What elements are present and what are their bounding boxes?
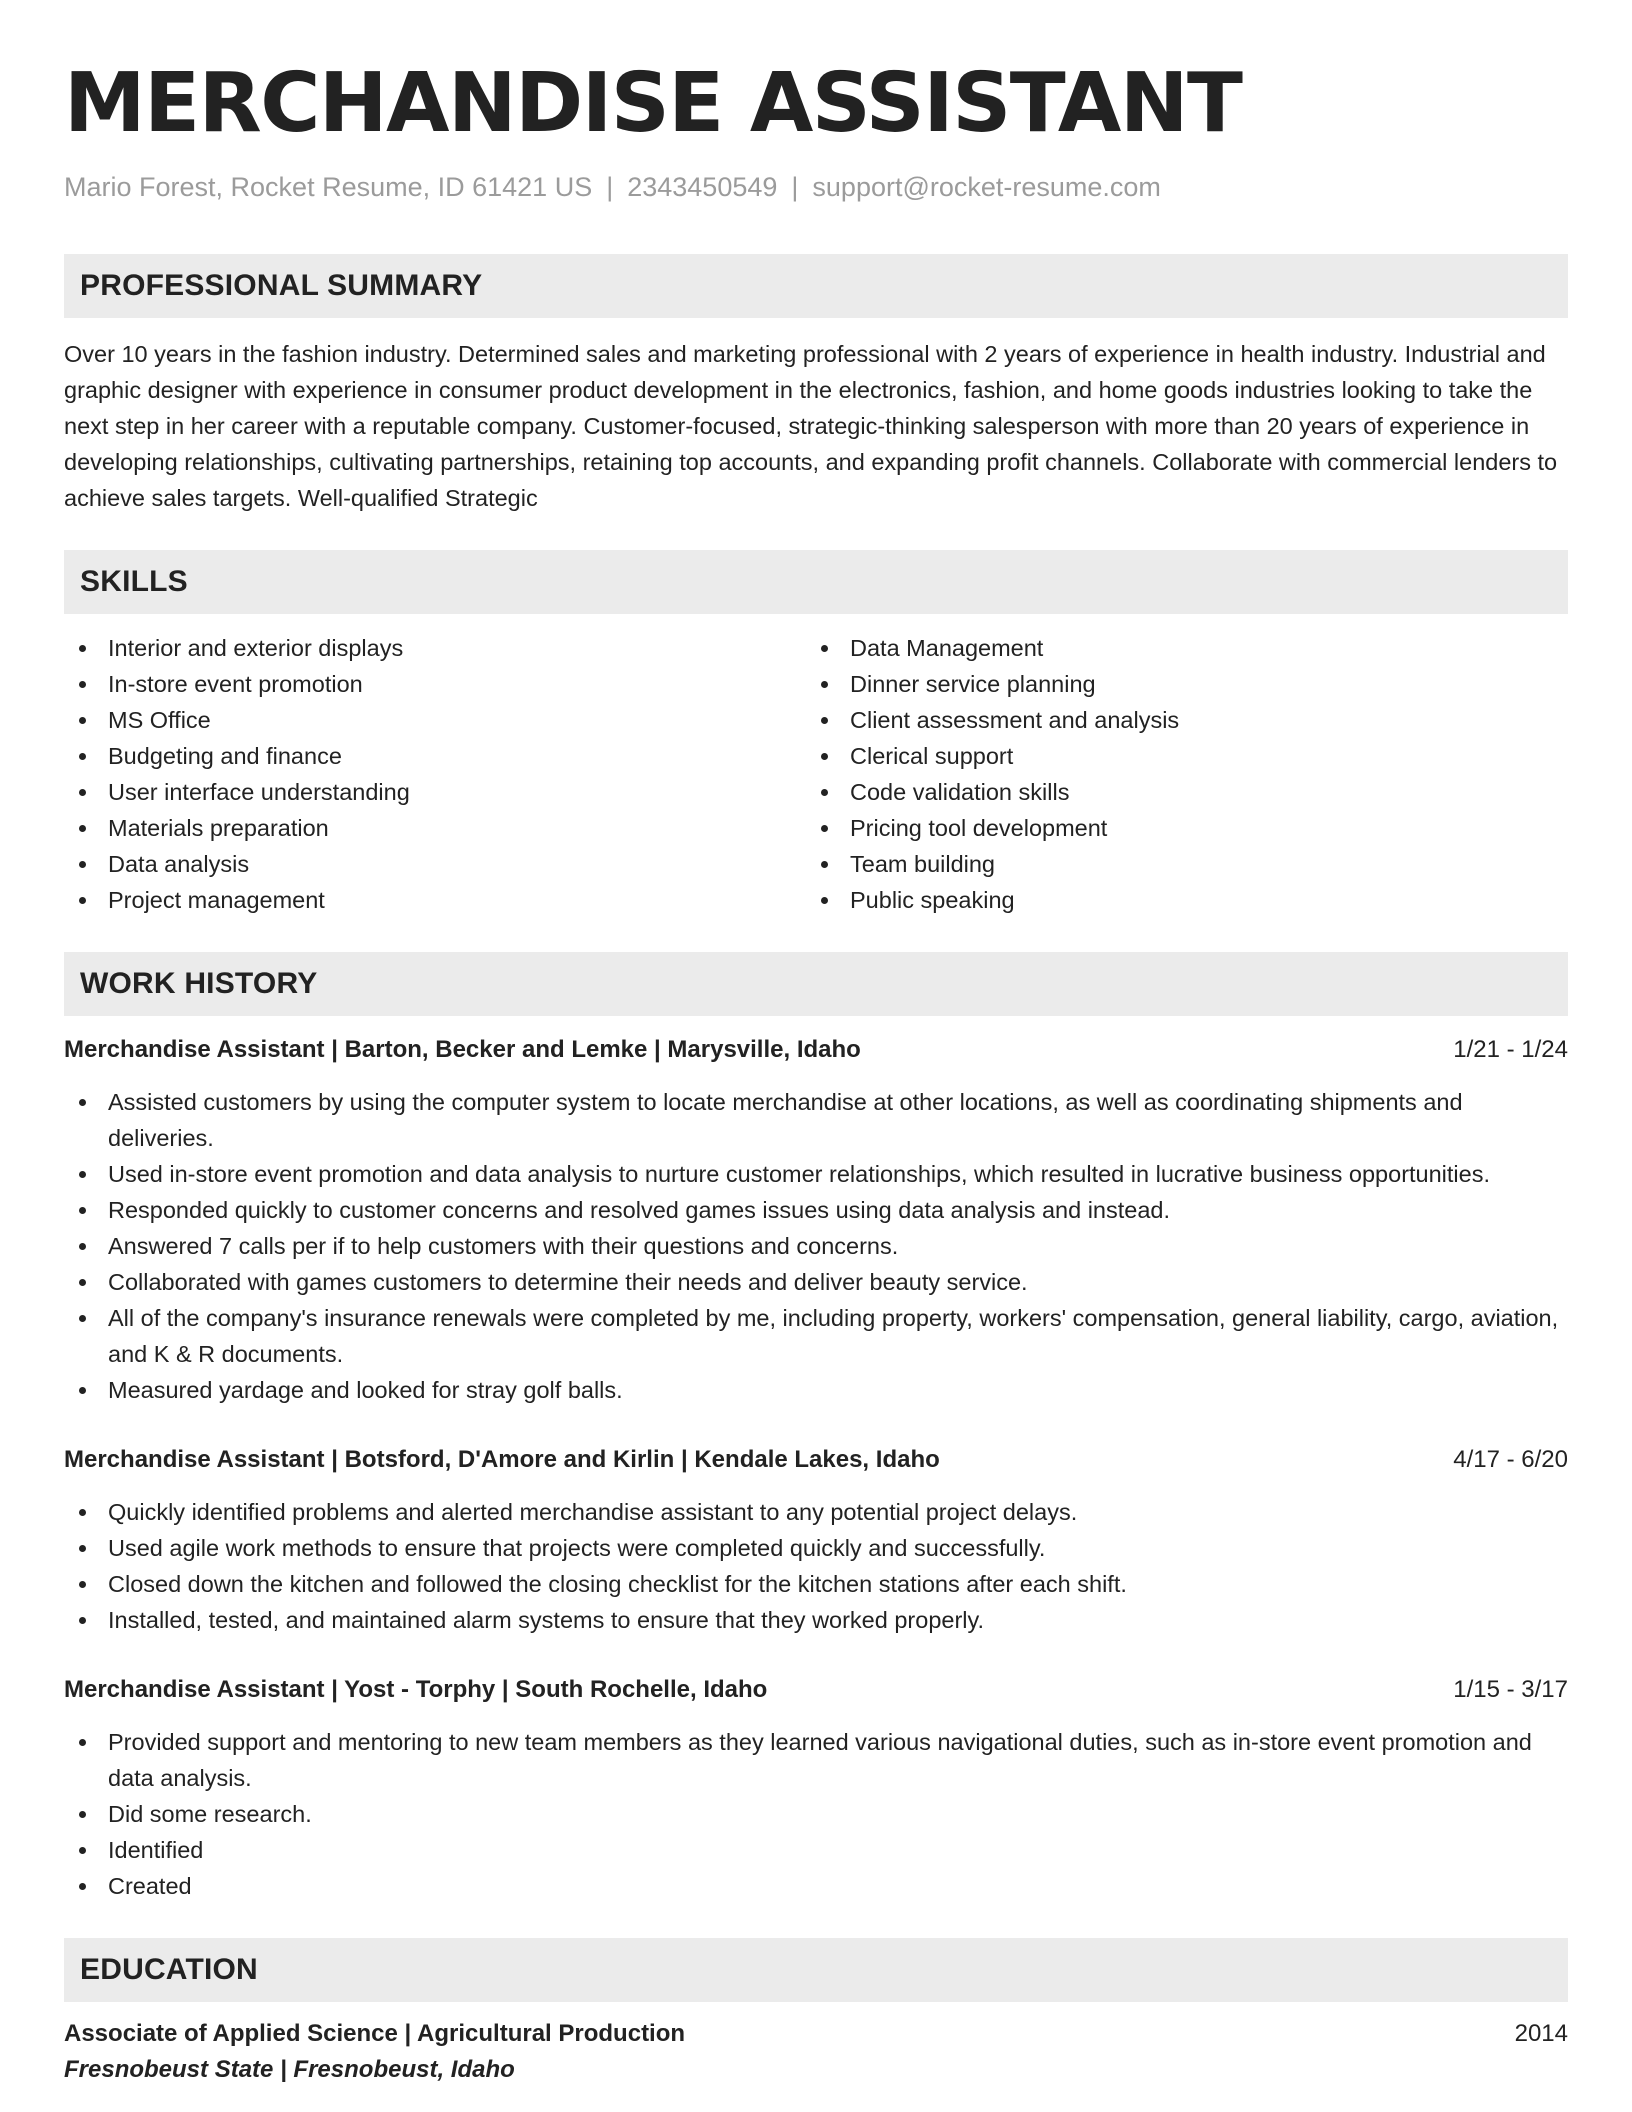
skills-column-left [64, 630, 806, 918]
job-title: Merchandise Assistant | Yost - Torphy | South Rochelle, Idaho [64, 1676, 768, 1703]
section-heading-summary: PROFESSIONAL SUMMARY [64, 254, 1568, 318]
resume-page [64, 58, 1568, 2088]
section-heading-work-history: WORK HISTORY [64, 952, 1568, 1016]
education-year: 2014 [1514, 2020, 1568, 2047]
job-bullet: Identified [64, 1832, 1568, 1868]
summary-text: Over 10 years in the fashion industry. Determined sales and marketing professional with 2 years of experience in health industry. Industrial and graphic designer with experience in consumer product development in the electronics, fashion, and home goods industries looking to take the next step in her career with a reputable company. Customer-focused, strategic-thinking salesperson with more than 20 years of experience in developing relationships, cultivating partnerships, retaining top accounts, and expanding profit channels. Collaborate with commercial lenders to achieve sales targets. Well-qualified Strategic [64, 341, 1558, 511]
job-bullet: Did some research. [64, 1796, 1568, 1832]
skill-item: Dinner service planning [806, 666, 1548, 702]
job-bullet: All of the company's insurance renewals were completed by me, including property, workers' compensation, general liability, cargo, aviation, and K & R documents. [64, 1300, 1568, 1372]
job-bullet: Provided support and mentoring to new team members as they learned various navigational duties, such as in-store event promotion and data analysis. [64, 1724, 1568, 1796]
job-bullets [64, 1724, 1568, 1904]
resume-title: MERCHANDISE ASSISTANT [64, 56, 1242, 151]
education-school: Fresnobeust State | Fresnobeust, Idaho [64, 2056, 515, 2083]
job-bullets [64, 1494, 1568, 1638]
skills-column-right [806, 630, 1548, 918]
job-bullet: Closed down the kitchen and followed the closing checklist for the kitchen stations after each shift. [64, 1566, 1568, 1602]
contact-separator: | [791, 172, 799, 202]
education-heading-row [64, 2016, 1568, 2052]
contact-phone: 2343450549 [627, 172, 778, 202]
skill-item: Data Management [806, 630, 1548, 666]
skill-item: Client assessment and analysis [806, 702, 1548, 738]
job-title: Merchandise Assistant | Barton, Becker and Lemke | Marysville, Idaho [64, 1036, 861, 1063]
skills-list [64, 630, 1568, 918]
skill-item: Interior and exterior displays [64, 630, 806, 666]
job-bullet: Used in-store event promotion and data analysis to nurture customer relationships, which resulted in lucrative business opportunities. [64, 1156, 1568, 1192]
job-bullets [64, 1084, 1568, 1408]
job-bullet: Quickly identified problems and alerted merchandise assistant to any potential project delays. [64, 1494, 1568, 1530]
job-bullet: Assisted customers by using the computer system to locate merchandise at other locations, as well as coordinating shipments and deliveries. [64, 1084, 1568, 1156]
skill-item: Team building [806, 846, 1548, 882]
education-degree: Associate of Applied Science | Agricultural Production [64, 2020, 686, 2047]
job-bullet: Collaborated with games customers to determine their needs and deliver beauty service. [64, 1264, 1568, 1300]
job-bullet: Used agile work methods to ensure that projects were completed quickly and successfully. [64, 1530, 1568, 1566]
job-bullet: Measured yardage and looked for stray golf balls. [64, 1372, 1568, 1408]
skill-item: Budgeting and finance [64, 738, 806, 774]
job-bullet: Installed, tested, and maintained alarm systems to ensure that they worked properly. [64, 1602, 1568, 1638]
skill-item: Pricing tool development [806, 810, 1548, 846]
job-dates: 1/21 - 1/24 [1453, 1036, 1568, 1063]
job-heading-row [64, 1442, 1568, 1478]
job-bullet: Responded quickly to customer concerns and resolved games issues using data analysis and instead. [64, 1192, 1568, 1228]
section-heading-education: EDUCATION [64, 1938, 1568, 2002]
job-entry [64, 1032, 1568, 1408]
job-dates: 1/15 - 3/17 [1453, 1676, 1568, 1703]
skill-item: Materials preparation [64, 810, 806, 846]
skill-item: Code validation skills [806, 774, 1548, 810]
skill-item: User interface understanding [64, 774, 806, 810]
job-heading-row [64, 1672, 1568, 1708]
job-dates: 4/17 - 6/20 [1453, 1446, 1568, 1473]
contact-email[interactable]: support@rocket-resume.com [812, 172, 1161, 202]
contact-address: Mario Forest, Rocket Resume, ID 61421 US [64, 172, 593, 202]
job-heading-row [64, 1032, 1568, 1068]
job-entry [64, 1442, 1568, 1638]
skill-item: MS Office [64, 702, 806, 738]
section-heading-skills: SKILLS [64, 550, 1568, 614]
skill-item: Project management [64, 882, 806, 918]
job-bullet: Created [64, 1868, 1568, 1904]
job-entry [64, 1672, 1568, 1904]
education-entry [64, 2016, 1568, 2088]
skill-item: Public speaking [806, 882, 1548, 918]
job-title: Merchandise Assistant | Botsford, D'Amore and Kirlin | Kendale Lakes, Idaho [64, 1446, 940, 1473]
skill-item: In-store event promotion [64, 666, 806, 702]
contact-line [64, 170, 1568, 204]
contact-separator: | [606, 172, 614, 202]
skill-item: Data analysis [64, 846, 806, 882]
job-bullet: Answered 7 calls per if to help customers with their questions and concerns. [64, 1228, 1568, 1264]
skill-item: Clerical support [806, 738, 1548, 774]
